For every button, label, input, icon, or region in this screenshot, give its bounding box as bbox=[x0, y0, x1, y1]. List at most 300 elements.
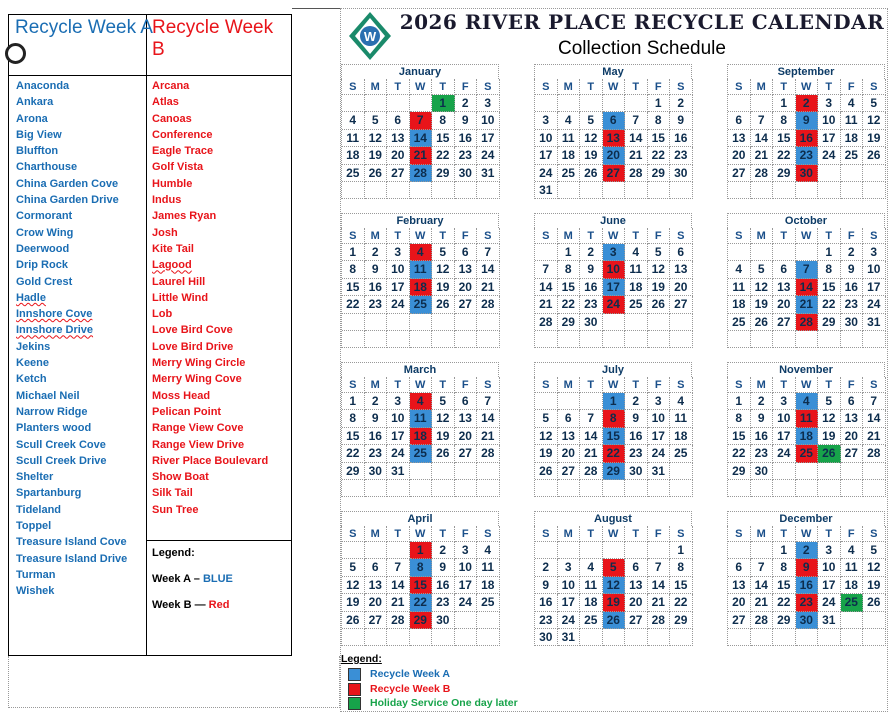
day-cell: 14 bbox=[477, 261, 500, 278]
weekday-header: S bbox=[535, 526, 558, 542]
day-cell: 17 bbox=[818, 577, 841, 594]
day-cell: 24 bbox=[818, 147, 841, 164]
day-cell: 4 bbox=[625, 244, 648, 261]
street-item: Sun Tree bbox=[152, 503, 199, 516]
weekday-header: M bbox=[558, 526, 581, 542]
day-cell: 30 bbox=[751, 463, 774, 480]
day-cell: 24 bbox=[387, 296, 410, 313]
day-cell: 28 bbox=[625, 165, 648, 182]
legend-title: Legend: bbox=[341, 653, 382, 665]
weekday-header: S bbox=[728, 228, 751, 244]
day-cell: 1 bbox=[410, 542, 433, 559]
empty-day-cell bbox=[387, 542, 410, 559]
day-cell: 3 bbox=[818, 95, 841, 112]
month-december bbox=[727, 511, 885, 646]
day-cell: 3 bbox=[387, 244, 410, 261]
month-name: November bbox=[727, 362, 885, 377]
street-item: Scull Creek Drive bbox=[16, 454, 107, 467]
street-item: Lob bbox=[152, 308, 173, 321]
day-cell: 4 bbox=[580, 559, 603, 576]
empty-day-cell bbox=[773, 244, 796, 261]
day-cell: 12 bbox=[432, 261, 455, 278]
weekday-header: T bbox=[625, 377, 648, 393]
weekday-header: F bbox=[455, 79, 478, 95]
street-item: Innshore Cove bbox=[16, 308, 93, 321]
empty-day-cell bbox=[558, 331, 581, 348]
street-item: Lagood bbox=[152, 259, 192, 272]
day-cell: 20 bbox=[773, 296, 796, 313]
day-cell: 22 bbox=[432, 147, 455, 164]
day-cell: 31 bbox=[477, 165, 500, 182]
empty-day-cell bbox=[751, 182, 774, 199]
empty-day-cell bbox=[410, 331, 433, 348]
month-name: October bbox=[727, 213, 885, 228]
day-cell: 21 bbox=[410, 147, 433, 164]
weekday-header: T bbox=[580, 79, 603, 95]
empty-day-cell bbox=[841, 331, 864, 348]
day-cell: 6 bbox=[365, 559, 388, 576]
empty-day-cell bbox=[728, 542, 751, 559]
month-days-grid bbox=[727, 377, 885, 497]
street-item: Crow Wing bbox=[16, 226, 74, 239]
street-item: Conference bbox=[152, 128, 213, 141]
day-cell: 15 bbox=[410, 577, 433, 594]
empty-day-cell bbox=[728, 182, 751, 199]
day-cell: 8 bbox=[818, 261, 841, 278]
empty-day-cell bbox=[580, 331, 603, 348]
day-cell: 23 bbox=[625, 445, 648, 462]
day-cell: 23 bbox=[535, 612, 558, 629]
day-cell: 7 bbox=[648, 559, 671, 576]
day-cell: 30 bbox=[365, 463, 388, 480]
day-cell: 19 bbox=[751, 296, 774, 313]
weekday-header: F bbox=[455, 228, 478, 244]
day-cell: 24 bbox=[648, 445, 671, 462]
month-february bbox=[341, 213, 499, 348]
header-divider bbox=[9, 75, 291, 76]
day-cell: 30 bbox=[455, 165, 478, 182]
legend-a-prefix: Week A – bbox=[152, 573, 203, 585]
day-cell: 29 bbox=[728, 463, 751, 480]
street-item: Pelican Point bbox=[152, 405, 222, 418]
empty-day-cell bbox=[841, 480, 864, 497]
day-cell: 14 bbox=[477, 410, 500, 427]
day-cell: 21 bbox=[477, 279, 500, 296]
day-cell: 10 bbox=[455, 559, 478, 576]
day-cell: 4 bbox=[841, 95, 864, 112]
logo-icon bbox=[347, 10, 393, 62]
street-item: Tideland bbox=[16, 503, 62, 516]
street-item: Deerwood bbox=[16, 242, 70, 255]
empty-day-cell bbox=[535, 95, 558, 112]
empty-day-cell bbox=[410, 314, 433, 331]
empty-day-cell bbox=[863, 463, 886, 480]
month-name: December bbox=[727, 511, 885, 526]
day-cell: 1 bbox=[342, 244, 365, 261]
empty-day-cell bbox=[773, 182, 796, 199]
empty-day-cell bbox=[387, 629, 410, 646]
day-cell: 7 bbox=[387, 559, 410, 576]
empty-day-cell bbox=[535, 480, 558, 497]
street-item: Moss Head bbox=[152, 389, 211, 402]
weekday-header: S bbox=[670, 526, 693, 542]
day-cell: 25 bbox=[342, 165, 365, 182]
street-item: Love Bird Drive bbox=[152, 340, 234, 353]
left-legend bbox=[152, 545, 233, 613]
weekday-header: M bbox=[365, 377, 388, 393]
day-cell: 9 bbox=[535, 577, 558, 594]
day-cell: 3 bbox=[863, 244, 886, 261]
day-cell: 5 bbox=[603, 559, 626, 576]
empty-day-cell bbox=[625, 314, 648, 331]
day-cell: 25 bbox=[558, 165, 581, 182]
circle-handle-icon[interactable] bbox=[5, 43, 26, 64]
day-cell: 27 bbox=[365, 612, 388, 629]
day-cell: 13 bbox=[670, 261, 693, 278]
empty-day-cell bbox=[365, 542, 388, 559]
day-cell: 7 bbox=[863, 393, 886, 410]
empty-day-cell bbox=[863, 629, 886, 646]
weekday-header: T bbox=[818, 526, 841, 542]
month-days-grid bbox=[727, 228, 885, 348]
empty-day-cell bbox=[580, 629, 603, 646]
empty-day-cell bbox=[342, 314, 365, 331]
weekday-header: M bbox=[751, 377, 774, 393]
month-name: June bbox=[534, 213, 692, 228]
street-item: Golf Vista bbox=[152, 161, 204, 174]
street-item: Wishek bbox=[16, 585, 55, 598]
day-cell: 8 bbox=[603, 410, 626, 427]
day-cell: 22 bbox=[342, 445, 365, 462]
empty-day-cell bbox=[365, 314, 388, 331]
day-cell: 15 bbox=[773, 130, 796, 147]
empty-day-cell bbox=[796, 463, 819, 480]
empty-day-cell bbox=[477, 612, 500, 629]
day-cell: 23 bbox=[796, 147, 819, 164]
day-cell: 14 bbox=[751, 130, 774, 147]
day-cell: 20 bbox=[625, 594, 648, 611]
street-item: Spartanburg bbox=[16, 487, 82, 500]
empty-day-cell bbox=[455, 314, 478, 331]
day-cell: 26 bbox=[580, 165, 603, 182]
empty-day-cell bbox=[580, 95, 603, 112]
day-cell: 31 bbox=[863, 314, 886, 331]
day-cell: 29 bbox=[432, 165, 455, 182]
day-cell: 10 bbox=[535, 130, 558, 147]
day-cell: 13 bbox=[603, 130, 626, 147]
empty-day-cell bbox=[455, 480, 478, 497]
empty-day-cell bbox=[387, 314, 410, 331]
day-cell: 3 bbox=[773, 393, 796, 410]
day-cell: 8 bbox=[410, 559, 433, 576]
day-cell: 28 bbox=[535, 314, 558, 331]
empty-day-cell bbox=[648, 542, 671, 559]
street-item: Treasure Island Cove bbox=[16, 536, 127, 549]
empty-day-cell bbox=[818, 463, 841, 480]
day-cell: 24 bbox=[535, 165, 558, 182]
day-cell: 26 bbox=[863, 594, 886, 611]
day-cell: 23 bbox=[432, 594, 455, 611]
day-cell: 4 bbox=[841, 542, 864, 559]
empty-day-cell bbox=[818, 629, 841, 646]
day-cell: 25 bbox=[580, 612, 603, 629]
day-cell: 18 bbox=[728, 296, 751, 313]
empty-day-cell bbox=[841, 165, 864, 182]
empty-day-cell bbox=[387, 182, 410, 199]
day-cell: 9 bbox=[365, 410, 388, 427]
empty-day-cell bbox=[365, 331, 388, 348]
day-cell: 15 bbox=[773, 577, 796, 594]
empty-day-cell bbox=[365, 629, 388, 646]
empty-day-cell bbox=[773, 331, 796, 348]
day-cell: 14 bbox=[751, 577, 774, 594]
day-cell: 17 bbox=[477, 130, 500, 147]
empty-day-cell bbox=[728, 95, 751, 112]
top-rule bbox=[292, 8, 340, 9]
street-item: Indus bbox=[152, 194, 182, 207]
street-item: Arcana bbox=[152, 80, 190, 92]
empty-day-cell bbox=[863, 165, 886, 182]
day-cell: 7 bbox=[625, 112, 648, 129]
empty-day-cell bbox=[625, 629, 648, 646]
day-cell: 5 bbox=[863, 542, 886, 559]
street-item: Laurel Hill bbox=[152, 275, 206, 288]
street-item: Silk Tail bbox=[152, 487, 193, 500]
month-june bbox=[534, 213, 692, 348]
street-item: Range View Drive bbox=[152, 438, 245, 451]
empty-day-cell bbox=[863, 612, 886, 629]
day-cell: 4 bbox=[477, 542, 500, 559]
day-cell: 17 bbox=[603, 279, 626, 296]
empty-day-cell bbox=[773, 480, 796, 497]
empty-day-cell bbox=[818, 165, 841, 182]
day-cell: 2 bbox=[796, 95, 819, 112]
weekday-header: M bbox=[751, 526, 774, 542]
weekday-header: S bbox=[863, 377, 886, 393]
day-cell: 6 bbox=[841, 393, 864, 410]
street-item: Little Wind bbox=[152, 291, 209, 304]
lower-left-frame bbox=[8, 656, 340, 708]
day-cell: 29 bbox=[818, 314, 841, 331]
day-cell: 6 bbox=[558, 410, 581, 427]
weekday-header: W bbox=[603, 526, 626, 542]
empty-day-cell bbox=[410, 182, 433, 199]
weekday-header: S bbox=[342, 377, 365, 393]
day-cell: 27 bbox=[603, 165, 626, 182]
day-cell: 13 bbox=[558, 428, 581, 445]
day-cell: 16 bbox=[535, 594, 558, 611]
day-cell: 12 bbox=[751, 279, 774, 296]
day-cell: 6 bbox=[387, 112, 410, 129]
weekday-header: S bbox=[477, 79, 500, 95]
weekday-header: S bbox=[342, 79, 365, 95]
day-cell: 13 bbox=[728, 130, 751, 147]
street-item: China Garden Drive bbox=[16, 194, 119, 207]
day-cell: 4 bbox=[796, 393, 819, 410]
weekday-header: S bbox=[728, 377, 751, 393]
weekday-header: S bbox=[863, 79, 886, 95]
empty-day-cell bbox=[863, 182, 886, 199]
day-cell: 5 bbox=[535, 410, 558, 427]
street-item: Treasure Island Drive bbox=[16, 552, 128, 565]
day-cell: 23 bbox=[580, 296, 603, 313]
day-cell: 28 bbox=[387, 612, 410, 629]
day-cell: 5 bbox=[432, 244, 455, 261]
day-cell: 9 bbox=[365, 261, 388, 278]
day-cell: 16 bbox=[751, 428, 774, 445]
empty-day-cell bbox=[796, 244, 819, 261]
day-cell: 7 bbox=[410, 112, 433, 129]
day-cell: 29 bbox=[773, 612, 796, 629]
day-cell: 24 bbox=[455, 594, 478, 611]
day-cell: 7 bbox=[751, 559, 774, 576]
day-cell: 20 bbox=[365, 594, 388, 611]
day-cell: 8 bbox=[558, 261, 581, 278]
weekday-header: W bbox=[796, 228, 819, 244]
day-cell: 8 bbox=[670, 559, 693, 576]
day-cell: 13 bbox=[773, 279, 796, 296]
empty-day-cell bbox=[751, 629, 774, 646]
street-item: Ketch bbox=[16, 373, 47, 386]
day-cell: 31 bbox=[558, 629, 581, 646]
day-cell: 4 bbox=[670, 393, 693, 410]
day-cell: 31 bbox=[535, 182, 558, 199]
day-cell: 16 bbox=[432, 577, 455, 594]
day-cell: 18 bbox=[558, 147, 581, 164]
empty-day-cell bbox=[580, 393, 603, 410]
week-a-swatch bbox=[348, 668, 361, 681]
empty-day-cell bbox=[728, 331, 751, 348]
month-name: May bbox=[534, 64, 692, 79]
day-cell: 4 bbox=[728, 261, 751, 278]
day-cell: 2 bbox=[455, 95, 478, 112]
day-cell: 27 bbox=[728, 612, 751, 629]
day-cell: 25 bbox=[410, 296, 433, 313]
day-cell: 10 bbox=[818, 112, 841, 129]
day-cell: 10 bbox=[387, 410, 410, 427]
day-cell: 7 bbox=[751, 112, 774, 129]
day-cell: 9 bbox=[751, 410, 774, 427]
day-cell: 12 bbox=[863, 559, 886, 576]
empty-day-cell bbox=[751, 542, 774, 559]
empty-day-cell bbox=[796, 182, 819, 199]
street-item: Love Bird Cove bbox=[152, 324, 233, 337]
day-cell: 20 bbox=[455, 428, 478, 445]
day-cell: 2 bbox=[535, 559, 558, 576]
day-cell: 31 bbox=[387, 463, 410, 480]
holiday-swatch bbox=[348, 697, 361, 710]
month-days-grid bbox=[341, 228, 499, 348]
empty-day-cell bbox=[841, 612, 864, 629]
empty-day-cell bbox=[796, 629, 819, 646]
day-cell: 30 bbox=[796, 612, 819, 629]
calendar-legend bbox=[341, 653, 518, 709]
day-cell: 15 bbox=[818, 279, 841, 296]
weekday-header: T bbox=[773, 79, 796, 95]
day-cell: 30 bbox=[670, 165, 693, 182]
weekday-header: T bbox=[625, 526, 648, 542]
day-cell: 15 bbox=[648, 130, 671, 147]
day-cell: 26 bbox=[535, 463, 558, 480]
day-cell: 7 bbox=[535, 261, 558, 278]
empty-day-cell bbox=[432, 314, 455, 331]
weekday-header: M bbox=[558, 79, 581, 95]
day-cell: 31 bbox=[818, 612, 841, 629]
weekday-header: W bbox=[603, 79, 626, 95]
street-item: Ankara bbox=[16, 96, 54, 109]
day-cell: 11 bbox=[625, 261, 648, 278]
day-cell: 22 bbox=[728, 445, 751, 462]
day-cell: 2 bbox=[365, 244, 388, 261]
day-cell: 26 bbox=[648, 296, 671, 313]
street-item: Big View bbox=[16, 128, 62, 141]
month-days-grid bbox=[534, 228, 692, 348]
weekday-header: S bbox=[670, 377, 693, 393]
day-cell: 13 bbox=[387, 130, 410, 147]
weekday-header: T bbox=[387, 79, 410, 95]
day-cell: 17 bbox=[558, 594, 581, 611]
day-cell: 6 bbox=[728, 112, 751, 129]
day-cell: 5 bbox=[818, 393, 841, 410]
empty-day-cell bbox=[477, 331, 500, 348]
day-cell: 25 bbox=[796, 445, 819, 462]
svg-text:W: W bbox=[363, 29, 377, 44]
empty-day-cell bbox=[670, 182, 693, 199]
weekday-header: S bbox=[535, 377, 558, 393]
day-cell: 26 bbox=[863, 147, 886, 164]
day-cell: 8 bbox=[648, 112, 671, 129]
street-item: Michael Neil bbox=[16, 389, 80, 402]
week-a-street-list bbox=[16, 78, 127, 600]
day-cell: 18 bbox=[841, 130, 864, 147]
street-item: Show Boat bbox=[152, 471, 209, 484]
day-cell: 18 bbox=[796, 428, 819, 445]
day-cell: 11 bbox=[670, 410, 693, 427]
day-cell: 2 bbox=[432, 542, 455, 559]
month-name: April bbox=[341, 511, 499, 526]
empty-day-cell bbox=[841, 463, 864, 480]
day-cell: 6 bbox=[670, 244, 693, 261]
day-cell: 19 bbox=[342, 594, 365, 611]
weekday-header: S bbox=[728, 79, 751, 95]
street-item: Keene bbox=[16, 357, 50, 370]
weekday-header: W bbox=[410, 526, 433, 542]
day-cell: 19 bbox=[365, 147, 388, 164]
day-cell: 6 bbox=[455, 393, 478, 410]
empty-day-cell bbox=[432, 480, 455, 497]
weekday-header: T bbox=[773, 526, 796, 542]
legend-item-week-b bbox=[348, 682, 568, 696]
empty-day-cell bbox=[558, 393, 581, 410]
street-item: Bluffton bbox=[16, 145, 59, 158]
day-cell: 17 bbox=[387, 428, 410, 445]
month-name: February bbox=[341, 213, 499, 228]
day-cell: 24 bbox=[387, 445, 410, 462]
day-cell: 16 bbox=[841, 279, 864, 296]
weekday-header: T bbox=[818, 79, 841, 95]
day-cell: 26 bbox=[603, 612, 626, 629]
month-march bbox=[341, 362, 499, 497]
weekday-header: T bbox=[387, 377, 410, 393]
empty-day-cell bbox=[863, 331, 886, 348]
street-item: Eagle Trace bbox=[152, 145, 214, 158]
day-cell: 10 bbox=[603, 261, 626, 278]
day-cell: 24 bbox=[773, 445, 796, 462]
street-item: Planters wood bbox=[16, 422, 92, 435]
legend-item-holiday bbox=[348, 696, 568, 710]
street-item: Cormorant bbox=[16, 210, 73, 223]
page-subtitle: Collection Schedule bbox=[558, 38, 726, 59]
